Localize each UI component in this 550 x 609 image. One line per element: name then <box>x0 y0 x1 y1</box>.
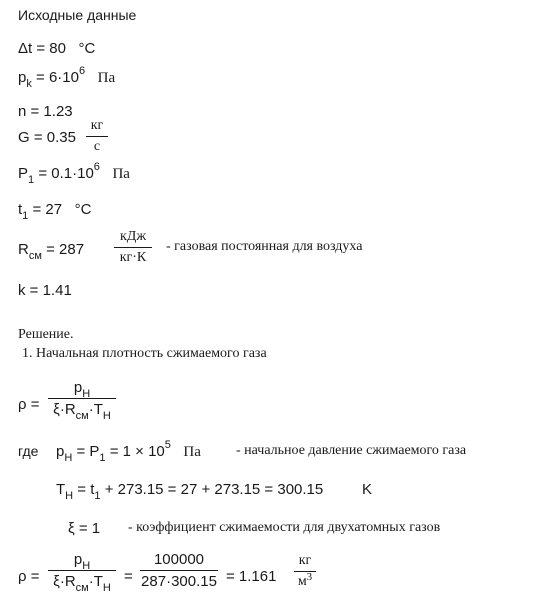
f2-result: = 1.161 <box>226 568 277 585</box>
rcm-unit-den: кг·К <box>119 250 147 265</box>
where-p-sub: Н <box>64 452 73 464</box>
f2-unit-den-exp: 3 <box>306 571 313 583</box>
p1-eq: = <box>38 165 48 182</box>
given-n: n = 1.23 <box>18 103 73 120</box>
delta-t-symbol: Δt <box>18 40 33 57</box>
f2-den2: 287·300.15 <box>141 573 217 590</box>
pk-exponent: 6 <box>78 65 86 77</box>
where-p: p <box>56 443 65 460</box>
given-k: k = 1.41 <box>18 282 72 299</box>
delta-t-eq: = <box>36 40 46 57</box>
f2-den-sub: см <box>75 582 89 594</box>
f1-lhs: ρ = <box>18 396 40 413</box>
step-1-title: 1. Начальная плотность сжимаемого газа <box>22 346 267 361</box>
f2-numeric-fraction <box>140 552 218 589</box>
delta-t-value: 80 <box>49 40 66 57</box>
delta-t-unit: °C <box>78 40 96 57</box>
f2-lhs: ρ = <box>18 568 40 585</box>
f2-fraction <box>48 551 116 594</box>
rcm-eq: = <box>46 241 55 258</box>
f2-unit-num: кг <box>298 553 312 568</box>
t1-unit: °C <box>74 201 92 218</box>
p1-subscript: 1 <box>28 174 35 186</box>
th-rest: + 273.15 = 27 + 273.15 = 300.15 <box>104 481 324 498</box>
given-rcm <box>18 241 85 262</box>
rcm-unit-bar <box>114 247 152 248</box>
f2-num <box>48 551 116 572</box>
pk-eq: = <box>36 69 45 86</box>
f2-unit-den-m: м <box>297 574 307 589</box>
where-label: где <box>18 443 39 459</box>
xi-expr: ξ = 1 <box>68 520 101 537</box>
pk-symbol: p <box>18 69 27 86</box>
th-subscript: Н <box>65 490 74 502</box>
where-exponent: 5 <box>164 439 171 451</box>
f2-den-xr: ξ·R <box>53 573 76 590</box>
where-p1: = P <box>76 443 100 460</box>
f2-bar2 <box>140 570 218 571</box>
rcm-value: 287 <box>59 241 85 258</box>
rcm-symbol: R <box>18 241 29 258</box>
f2-num-p: p <box>73 551 83 568</box>
rcm-subscript: см <box>28 250 42 262</box>
f2-den-t: ·T <box>88 573 103 590</box>
section-header: Исходные данные <box>18 7 137 23</box>
where-p1-sub: 1 <box>99 452 106 464</box>
where-unit: Па <box>183 444 201 460</box>
where-note: - начальное давление сжимаемого газа <box>236 443 467 458</box>
f1-num-p: p <box>73 379 83 396</box>
f1-den-t-sub: Н <box>102 410 111 422</box>
pk-subscript: k <box>26 78 32 90</box>
f1-num <box>48 379 116 400</box>
g-unit-fraction <box>86 119 108 154</box>
f2-den-t-sub: Н <box>102 582 111 594</box>
given-g: G = 0.35 <box>18 129 76 146</box>
given-pk <box>18 65 116 90</box>
g-unit-num: кг <box>90 118 104 133</box>
f2-den <box>48 573 116 594</box>
f1-den-sub: см <box>75 410 89 422</box>
given-t1 <box>18 201 92 222</box>
f1-den-t: ·T <box>88 401 103 418</box>
pk-unit: Па <box>97 70 116 86</box>
f1-den <box>48 401 116 422</box>
f2-eq1: = <box>124 568 133 585</box>
th-unit: K <box>362 481 373 498</box>
pk-value: 6·10 <box>48 69 79 86</box>
f2-unit-bar <box>294 571 316 572</box>
p1-value: 0.1·10 <box>51 165 94 182</box>
th-symbol: T <box>56 481 66 498</box>
f2-unit-fraction <box>294 554 316 589</box>
where-expr <box>56 439 201 464</box>
f1-fraction <box>48 379 116 422</box>
xi-note: - коэффициент сжимаемости для двухатомных газов <box>128 520 441 535</box>
f1-den-xr: ξ·R <box>53 401 76 418</box>
t1-symbol: t <box>18 201 23 218</box>
given-delta-t <box>18 41 95 56</box>
th-t1: = t <box>77 481 95 498</box>
t1-subscript: 1 <box>22 210 29 222</box>
rcm-unit-fraction <box>114 230 152 265</box>
solution-heading: Решение. <box>18 327 74 342</box>
given-p1 <box>18 161 130 186</box>
p1-unit: Па <box>112 166 130 182</box>
p1-exponent: 6 <box>93 161 100 173</box>
where-value: = 1 × 10 <box>109 443 165 460</box>
t1-eq: = <box>32 201 42 218</box>
f2-num-sub: Н <box>82 560 91 572</box>
f1-num-sub: Н <box>82 388 91 400</box>
th-expr <box>56 481 324 502</box>
f2-unit-den <box>294 571 316 589</box>
rcm-note: - газовая постоянная для воздуха <box>166 239 363 254</box>
th-t1-sub: 1 <box>94 490 101 502</box>
p1-symbol: P <box>18 165 29 182</box>
rcm-unit-num: кДж <box>119 229 147 244</box>
f2-num2: 100000 <box>153 551 205 568</box>
g-unit-den: с <box>93 139 101 154</box>
t1-value: 27 <box>45 201 63 218</box>
g-unit-bar <box>86 136 108 137</box>
